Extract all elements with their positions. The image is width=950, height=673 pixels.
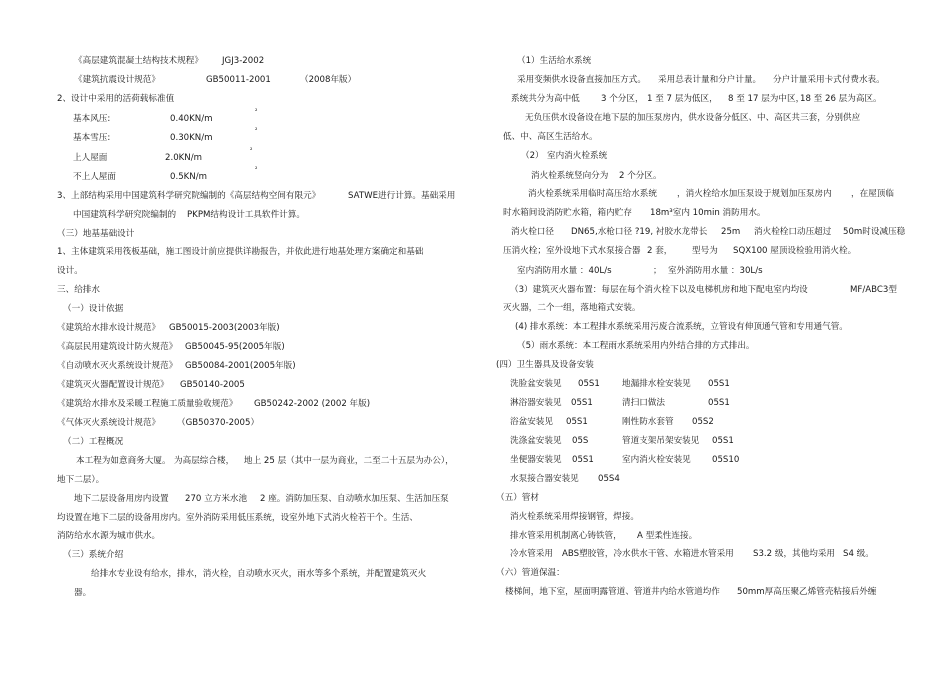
right-line-10-part-3: 25m [721, 227, 741, 237]
left-line-1-part-1: 《高层建筑混凝土结构技术规程》 [74, 56, 203, 66]
left-line-28: 给排水专业设有给水，排水，消火栓，自动喷水灭火，雨水等多个系统，并配置建筑灭火 [91, 569, 427, 579]
right-line-17: (四）卫生器具及设备安装 [496, 360, 594, 370]
left-line-7-part-2: 0.5KN/m [170, 172, 207, 182]
left-line-18-part-2: GB50140-2005 [180, 380, 245, 390]
right-line-25: 消火栓系统采用焊接钢管，焊接。 [510, 512, 639, 522]
left-line-21: （二）工程概况 [63, 437, 124, 447]
right-line-24: （五）管材 [496, 493, 539, 503]
right-line-13-part-2: MF/ABC3型 [850, 285, 897, 295]
left-line-9-part-2: PKPM结构设计工具软件计算。 [187, 210, 305, 220]
right-line-27-part-4: S4 级。 [843, 549, 874, 559]
left-line-10: （三）地基基础设计 [57, 229, 135, 239]
right-line-11-part-1: 压消火栓；室外设地下式水泵接合器 [503, 246, 641, 256]
right-line-3-part-2: 3 个分区， [601, 94, 644, 104]
right-line-19-part-4: 05S1 [708, 398, 730, 408]
right-line-11-part-2: 2 套， [647, 246, 673, 256]
right-line-27-part-2: ABS塑胶管，冷水供水干管、水箱进水管采用 [562, 549, 734, 559]
left-line-7-part-3: ² [255, 166, 258, 173]
right-line-27-part-3: S3.2 级，其他均采用 [753, 549, 836, 559]
left-line-23: 地下二层）。 [57, 475, 105, 485]
left-line-3: 2、设计中采用的活荷载标准值 [57, 94, 175, 104]
right-line-13-part-1: （3）建筑灭火器布置：每层在每个消火栓下以及电梯机房和地下配电室内均设 [510, 285, 808, 295]
left-line-16-part-1: 《高层民用建筑设计防火规范》 [57, 342, 178, 352]
right-line-10-part-2: DN65,水枪口径 ?19, 衬胶水龙带长 [571, 227, 708, 237]
left-line-22-part-3: 地上 25 层（其中一层为商业，二至二十五层为办公）， [244, 456, 454, 466]
right-line-4: 无负压供水设备设在地下层的加压泵房内，供水设备分低区、中、高区共三套，分别供应 [525, 113, 861, 123]
right-line-9-part-1: 时水箱间设消防贮水箱，箱内贮存 [503, 208, 632, 218]
right-line-8-part-1: 消火栓系统采用临时高压给水系统 [528, 189, 657, 199]
right-line-20-part-3: 刚性防水套管 [622, 417, 674, 427]
right-line-2-part-1: 采用变频供水设备直接加压方式。 [517, 75, 646, 85]
right-line-3-part-4: 8 至 17 层为中区， [728, 94, 805, 104]
right-line-27-part-1: 冷水管采用 [510, 549, 553, 559]
right-line-12-part-1: 室内消防用水量 ：40L/s [517, 266, 612, 276]
left-line-24-part-2: 270 立方米水池 [185, 494, 248, 504]
left-line-2-part-1: 《建筑抗震设计规范》 [74, 75, 160, 85]
left-line-15-part-2: GB50015-2003(2003年版) [169, 323, 280, 333]
right-line-2-part-2: 采用总表计量和分户计量。 [658, 75, 762, 85]
left-line-4-part-1: 基本风压: [73, 114, 111, 124]
left-line-14: （一）设计依据 [63, 304, 124, 314]
left-line-13: 三、给排水 [57, 285, 100, 295]
right-line-9-part-2: 18m³室内 10min 消防用水。 [650, 208, 766, 218]
right-line-18-part-4: 05S1 [708, 379, 730, 389]
right-line-21-part-4: 05S1 [712, 436, 734, 446]
right-line-3-part-1: 系统共分为高中低 [511, 94, 580, 104]
right-line-29-part-2: 50mm厚高压聚乙烯管壳粘接后外缠 [737, 587, 877, 597]
left-line-6-part-2: 2.0KN/m [165, 153, 202, 163]
right-line-15: (4) 排水系统：本工程排水系统采用污废合流系统，立管设有伸顶通气管和专用通气管。 [515, 322, 848, 332]
left-line-4-part-2: 0.40KN/m [170, 114, 213, 124]
right-line-6-part-2: 室内消火栓系统 [547, 151, 608, 161]
left-line-9-part-1: 中国建筑科学研究院编制的 [73, 210, 177, 220]
left-line-1-part-2: JGJ3-2002 [222, 56, 265, 66]
right-line-20-part-1: 浴盆安装见 [510, 417, 553, 427]
right-line-7-part-2: 2 个分区。 [619, 171, 662, 181]
left-line-19-part-1: 《建筑给水排水及采暖工程施工质量验收规范》 [57, 399, 238, 409]
right-line-18-part-1: 洗脸盆安装见 [510, 379, 562, 389]
left-line-27: （三）系统介绍 [63, 550, 124, 560]
right-line-23-part-2: 05S4 [598, 474, 620, 484]
left-line-20-part-1: 《气体灭火系统设计规范》 [57, 418, 161, 428]
left-line-26: 消防给水水源为城市供水。 [57, 531, 161, 541]
left-line-8-part-1: 3、上部结构采用中国建筑科学研究院编制的《高层结构空间有限元》 [57, 191, 321, 201]
right-line-12-part-3: 室外消防用水量 ：30L/s [668, 266, 763, 276]
right-line-19-part-2: 05S1 [571, 398, 593, 408]
right-line-16: （5）雨水系统：本工程雨水系统采用内外结合排的方式排出。 [517, 341, 755, 351]
right-line-29-part-1: 楼梯间，地下室，屋面明露管道、管道井内给水管道均作 [505, 587, 720, 597]
right-line-8-part-3: ，在屋顶临 [851, 189, 894, 199]
left-line-22-part-1: 本工程为如意商务大厦。 [76, 456, 171, 466]
right-line-20-part-2: 05S1 [566, 417, 588, 427]
right-line-22-part-1: 坐便器安装见 [510, 455, 562, 465]
right-line-7-part-1: 消火栓系统竖向分为 [531, 171, 609, 181]
left-line-7-part-1: 不上人屋面 [73, 172, 116, 182]
right-line-10-part-4: 消火栓栓口动压超过 [754, 227, 832, 237]
left-line-5-part-3: ² [255, 127, 258, 134]
right-line-19-part-3: 清扫口做法 [622, 398, 665, 408]
right-line-26-part-2: A 型柔性连接。 [637, 531, 698, 541]
right-line-10-part-5: 50m时设减压稳 [843, 227, 906, 237]
right-line-21-part-3: 管道支架吊架安装见 [622, 436, 700, 446]
left-line-15-part-1: 《建筑给水排水设计规范》 [57, 323, 161, 333]
right-line-12-part-2: ； [653, 266, 662, 276]
left-line-24-part-3: 2 座。消防加压泵、自动喷水加压泵、生活加压泵 [260, 494, 449, 504]
left-line-12: 设计。 [57, 266, 83, 276]
left-line-24-part-1: 地下二层设备用房内设置 [74, 494, 169, 504]
left-line-8-part-2: SATWE进行计算。基础采用 [348, 191, 456, 201]
right-line-20-part-4: 05S2 [692, 417, 714, 427]
right-line-5: 低、中、高区生活给水。 [503, 132, 598, 142]
left-line-11: 1、主体建筑采用筏板基础，施工图设计前应提供详勘报告，并依此进行地基处理方案确定和基础 [57, 247, 424, 257]
right-line-21-part-1: 洗涤盆安装见 [510, 436, 562, 446]
right-line-22-part-4: 05S10 [712, 455, 740, 465]
right-line-10-part-1: 消火栓口径 [511, 227, 554, 237]
left-line-16-part-2: GB50045-95(2005年版) [185, 342, 285, 352]
left-line-5-part-1: 基本雪压: [73, 133, 111, 143]
right-line-8-part-2: ，消火栓给水加压泵设于规划加压泵房内 [677, 189, 832, 199]
right-line-22-part-3: 室内消火栓安装见 [622, 455, 691, 465]
right-line-19-part-1: 淋浴器安装见 [510, 398, 562, 408]
right-line-1: （1）生活给水系统 [517, 56, 592, 66]
left-line-6-part-1: 上人屋面 [73, 153, 108, 163]
right-line-3-part-5: 18 至 26 层为高区。 [800, 94, 882, 104]
right-line-6-part-1: （2） [521, 151, 544, 161]
left-line-17-part-2: GB50084-2001(2005年版) [185, 361, 296, 371]
left-line-6-part-3: ² [250, 147, 253, 154]
left-line-4-part-3: ² [255, 108, 258, 115]
left-line-17-part-1: 《自动喷水灭火系统设计规范》 [57, 361, 178, 371]
right-line-23-part-1: 水泵接合器安装见 [510, 474, 579, 484]
right-line-28: （六）管道保温： [496, 568, 565, 578]
right-line-21-part-2: 05S [572, 436, 589, 446]
left-line-29: 器。 [74, 588, 92, 598]
right-line-26-part-1: 排水管采用机制离心铸铁管， [510, 531, 622, 541]
right-line-14: 灭火器，二个一组，落地箱式安装。 [503, 303, 641, 313]
left-line-18-part-1: 《建筑灭火器配置设计规范》 [57, 380, 169, 390]
right-line-2-part-3: 分户计量采用卡式付费水表。 [773, 75, 885, 85]
left-line-5-part-2: 0.30KN/m [170, 133, 213, 143]
right-line-18-part-2: 05S1 [578, 379, 600, 389]
right-line-22-part-2: 05S1 [572, 455, 594, 465]
left-line-2-part-3: （2008年版） [300, 75, 357, 85]
left-line-2-part-2: GB50011-2001 [206, 75, 271, 85]
left-line-19-part-2: GB50242-2002 (2002 年版) [254, 399, 371, 409]
right-line-11-part-4: SQX100 屋顶设检验用消火栓。 [733, 246, 857, 256]
left-line-22-part-2: 为高层综合楼， [174, 456, 235, 466]
left-line-25: 均设置在地下二层的设备用房内。室外消防采用低压系统，设室外地下式消火栓若干个。生活、 [57, 513, 418, 523]
right-line-18-part-3: 地漏排水栓安装见 [622, 379, 691, 389]
right-line-3-part-3: 1 至 7 层为低区， [647, 94, 718, 104]
right-line-11-part-3: 型号为 [692, 246, 718, 256]
left-line-20-part-2: （GB50370-2005） [177, 418, 260, 428]
